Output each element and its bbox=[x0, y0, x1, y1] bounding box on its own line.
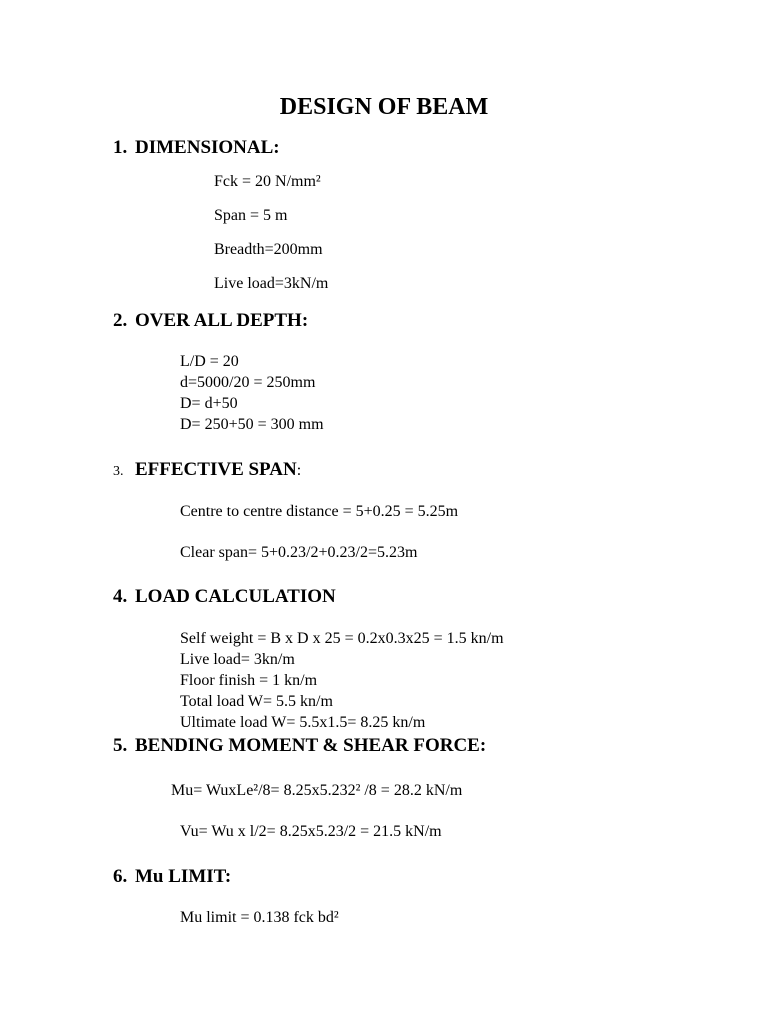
section-6-number: 6. bbox=[113, 866, 128, 887]
section-5-title: BENDING MOMENT & SHEAR FORCE: bbox=[135, 735, 487, 756]
section-5-number: 5. bbox=[113, 735, 128, 756]
section-6-title: Mu LIMIT: bbox=[135, 866, 232, 887]
section-3-heading bbox=[113, 459, 301, 481]
section-3-line-2: Clear span= 5+0.23/2+0.23/2=5.23m bbox=[180, 544, 418, 561]
section-4-heading bbox=[113, 586, 336, 608]
section-1-line-3: Breadth=200mm bbox=[214, 241, 323, 258]
section-6-heading bbox=[113, 866, 231, 888]
section-4-title: LOAD CALCULATION bbox=[135, 586, 336, 607]
section-1-line-1: Fck = 20 N/mm² bbox=[214, 173, 321, 190]
section-1-number: 1. bbox=[113, 137, 128, 158]
section-3-colon: : bbox=[296, 462, 302, 479]
section-6-line-1: Mu limit = 0.138 fck bd² bbox=[180, 909, 339, 926]
section-4-line-2: Live load= 3kn/m bbox=[180, 651, 295, 668]
section-2-line-4: D= 250+50 = 300 mm bbox=[180, 416, 324, 433]
section-1-line-2: Span = 5 m bbox=[214, 207, 288, 224]
section-1-heading bbox=[113, 137, 280, 159]
section-4-number: 4. bbox=[113, 586, 128, 607]
section-2-heading bbox=[113, 310, 308, 332]
section-2-title: OVER ALL DEPTH: bbox=[135, 310, 309, 331]
section-3-number: 3. bbox=[113, 464, 124, 479]
section-3-line-1: Centre to centre distance = 5+0.25 = 5.25m bbox=[180, 503, 459, 520]
section-1-line-4: Live load=3kN/m bbox=[214, 275, 329, 292]
section-4-line-4: Total load W= 5.5 kn/m bbox=[180, 693, 333, 710]
section-2-line-1: L/D = 20 bbox=[180, 353, 239, 370]
section-3-title: EFFECTIVE SPAN bbox=[135, 459, 297, 480]
section-1-title: DIMENSIONAL: bbox=[135, 137, 280, 158]
section-5-heading bbox=[113, 735, 486, 757]
section-4-line-1: Self weight = B x D x 25 = 0.2x0.3x25 = 1.5 kn/m bbox=[180, 630, 504, 647]
section-5-line-2: Vu= Wu x l/2= 8.25x5.23/2 = 21.5 kN/m bbox=[180, 823, 442, 840]
document-title: DESIGN OF BEAM bbox=[279, 94, 489, 120]
section-4-line-5: Ultimate load W= 5.5x1.5= 8.25 kn/m bbox=[180, 714, 426, 731]
section-2-line-2: d=5000/20 = 250mm bbox=[180, 374, 316, 391]
section-5-line-1: Mu= WuxLe²/8= 8.25x5.232² /8 = 28.2 kN/m bbox=[171, 782, 463, 799]
section-2-line-3: D= d+50 bbox=[180, 395, 238, 412]
section-2-number: 2. bbox=[113, 310, 128, 331]
section-4-line-3: Floor finish = 1 kn/m bbox=[180, 672, 318, 689]
